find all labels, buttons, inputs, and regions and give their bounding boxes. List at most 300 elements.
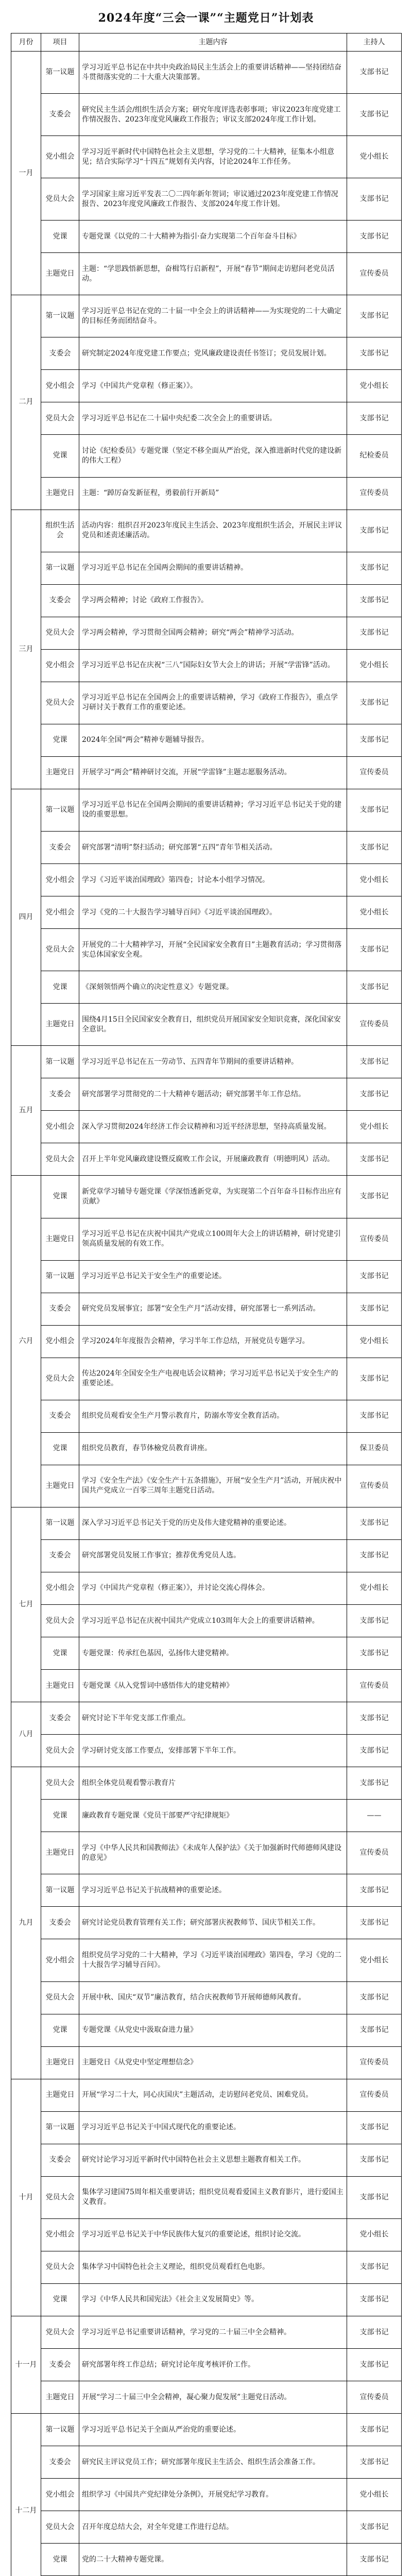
item-cell: 党课	[41, 2283, 79, 2316]
owner-cell: 支部书记	[347, 1539, 402, 1572]
owner-cell: 支部书记	[347, 1637, 402, 1670]
content-cell: 学习《中华人民共和国教师法》《未成年人保护法》《关于加强新时代师德师风建设的意见》	[79, 1832, 347, 1874]
item-cell: 主题党日	[41, 2079, 79, 2111]
owner-cell: 支部书记	[347, 94, 402, 136]
table-row	[11, 136, 402, 178]
content-cell: 学习习近平新时代中国特色社会主义思想，学习党的二十大精神，征集本小组意见；结合实际学习“十四五”规划有关内容，讨论2024年工作任务。	[79, 136, 347, 178]
owner-cell: 支部书记	[347, 1735, 402, 1767]
owner-cell: 保卫委员	[347, 1432, 402, 1465]
content-cell: 主题党日《从党史中坚定理想信念》	[79, 2046, 347, 2079]
table-row	[11, 1605, 402, 1637]
content-cell: 研究讨论学习习近平新时代中国特色社会主义思想主题教育相关工作。	[79, 2144, 347, 2176]
table-row	[11, 649, 402, 682]
item-cell: 党员大会	[41, 178, 79, 221]
content-cell: 研究部署“清明”祭扫活动；研究部署“五四”青年节相关活动。	[79, 831, 347, 863]
month-cell: 六月	[11, 1176, 41, 1507]
table-row	[11, 1507, 402, 1539]
item-cell: 党小组会	[41, 1939, 79, 1981]
owner-cell: 支部书记	[347, 2283, 402, 2316]
item-cell: 党课	[41, 1176, 79, 1218]
item-cell: 党小组会	[41, 1111, 79, 1143]
item-cell: 第一议题	[41, 2414, 79, 2446]
item-cell: 党员大会	[41, 929, 79, 971]
owner-cell: 支部书记	[347, 682, 402, 724]
content-cell: 组织党员教育，春节体檢党员教育讲座。	[79, 1432, 347, 1465]
content-cell: 学习习近平总书记关于抗战精神的重要论述。	[79, 1874, 347, 1907]
table-row	[11, 896, 402, 929]
item-cell: 第一议题	[41, 1046, 79, 1078]
owner-cell: 宣传委员	[347, 2381, 402, 2414]
owner-cell: 支部书记	[347, 1293, 402, 1325]
item-cell: 主题党日	[41, 253, 79, 295]
table-row	[11, 2046, 402, 2079]
table-row	[11, 1176, 402, 1218]
table-row	[11, 1572, 402, 1604]
owner-cell: 宣传委员	[347, 1670, 402, 1702]
item-cell: 主题党日	[41, 477, 79, 510]
content-cell: 学习习近平总书记在庆祝中国共产党成立103周年大会上的重要讲话精神。	[79, 1605, 347, 1637]
plan-table	[11, 33, 402, 2576]
content-cell: 主题：“学思践悟新思想，奋楫笃行启新程”，开展“春节”期间走访慰问老党员活动。	[79, 253, 347, 295]
table-row	[11, 1539, 402, 1572]
table-row	[11, 1358, 402, 1400]
item-cell: 党员大会	[41, 2316, 79, 2349]
item-cell: 支委会	[41, 1078, 79, 1111]
table-row	[11, 2544, 402, 2576]
month-cell: 三月	[11, 510, 41, 789]
item-cell: 党课	[41, 1637, 79, 1670]
content-cell: 学习国家主席习近平发表二〇二四年新年贺词；审议通过2023年度党建工作情况报告、2023年度党风廉政工作报告、支部2024年度工作计划。	[79, 178, 347, 221]
item-cell: 第一议题	[41, 52, 79, 94]
content-cell: 学习《中华人民共和国宪法》《社会主义发展简史》等。	[79, 2283, 347, 2316]
month-cell: 二月	[11, 295, 41, 510]
table-row	[11, 1874, 402, 1907]
owner-cell: ——	[347, 1800, 402, 1832]
table-row	[11, 1907, 402, 1939]
table-row	[11, 477, 402, 510]
item-cell: 党课	[41, 435, 79, 477]
item-cell: 第一议题	[41, 295, 79, 337]
table-row	[11, 2479, 402, 2511]
item-cell: 党员大会	[41, 1358, 79, 1400]
owner-cell: 支部书记	[347, 2014, 402, 2046]
item-cell: 支委会	[41, 1539, 79, 1572]
table-row	[11, 295, 402, 337]
content-cell: 深入学习习近平总书记关于党的历史及伟大建党精神的重要论述。	[79, 1507, 347, 1539]
header-item: 项目	[41, 33, 79, 52]
content-cell: 学习习近平总书记在五一劳动节、五四青年节期间的重要讲话精神。	[79, 1046, 347, 1078]
content-cell: 学习习近平总书记在庆祝中国共产党成立100周年大会上的讲话精神，研讨党建引领高质量发展的有效工作。	[79, 1218, 347, 1260]
table-row	[11, 2381, 402, 2414]
content-cell: 学习《党的二十大报告学习辅导百问》《习近平谈治国理政》。	[79, 896, 347, 929]
table-row	[11, 178, 402, 221]
content-cell: 召开年度总结大会，对全年党建工作进行总结。	[79, 2511, 347, 2544]
owner-cell: 支部书记	[347, 1046, 402, 1078]
owner-cell: 党小组长	[347, 370, 402, 402]
item-cell: 支委会	[41, 1702, 79, 1735]
owner-cell: 宣传委员	[347, 1832, 402, 1874]
table-row	[11, 2218, 402, 2251]
table-row	[11, 1218, 402, 1260]
owner-cell: 支部书记	[347, 2111, 402, 2144]
table-row	[11, 1004, 402, 1046]
item-cell: 党课	[41, 971, 79, 1004]
owner-cell: 支部书记	[347, 831, 402, 863]
item-cell: 主题党日	[41, 1218, 79, 1260]
item-cell: 第一议题	[41, 552, 79, 584]
table-row	[11, 1046, 402, 1078]
content-cell: 学习2024年年度报告会精神，学习半年工作总结，开展党员专题学习。	[79, 1325, 347, 1358]
table-row	[11, 1981, 402, 2014]
table-row	[11, 52, 402, 94]
content-cell: 学习习近平总书记在中共中央政治局民主生活会上的重要讲话精神——坚持团结奋斗贯彻落实党的二十大重大决策部署。	[79, 52, 347, 94]
page-title: 2024年度“三会一课”“主题党日”计划表	[98, 11, 314, 25]
item-cell: 党员大会	[41, 682, 79, 724]
content-cell: 组织全体党员观看警示教育片	[79, 1767, 347, 1800]
content-cell: 开展“学习二十大，同心庆国庆”主题活动，走访慰问老党员、困难党员。	[79, 2079, 347, 2111]
content-cell: 研究制定2024年度党建工作要点；党风廉政建设责任书签订；党员发展计划。	[79, 337, 347, 370]
item-cell: 支委会	[41, 94, 79, 136]
owner-cell: 党小组长	[347, 136, 402, 178]
item-cell: 第一议题	[41, 1874, 79, 1907]
table-row	[11, 510, 402, 552]
owner-cell: 支部书记	[347, 1358, 402, 1400]
item-cell: 第一议题	[41, 789, 79, 831]
table-row	[11, 756, 402, 789]
owner-cell: 支部书记	[347, 2251, 402, 2283]
owner-cell: 宣传委员	[347, 2046, 402, 2079]
table-row	[11, 1767, 402, 1800]
content-cell: 学习习近平总书记关于中国式现代化的重要论述。	[79, 2111, 347, 2144]
item-cell: 党员大会	[41, 1605, 79, 1637]
month-cell: 五月	[11, 1046, 41, 1176]
owner-cell: 支部书记	[347, 2414, 402, 2446]
item-cell: 第一议题	[41, 2111, 79, 2144]
content-cell: 研究部署党员发展工作事宜；推荐优秀党员人选。	[79, 1539, 347, 1572]
content-cell: 开展党的二十大精神学习，开展“全民国家安全教育日”主题教育活动；学习贯彻落实总体国家安全观。	[79, 929, 347, 971]
owner-cell: 支部书记	[347, 1605, 402, 1637]
item-cell: 党小组会	[41, 2218, 79, 2251]
owner-cell: 支部书记	[347, 221, 402, 253]
header-row	[11, 33, 402, 52]
owner-cell: 党小组长	[347, 2479, 402, 2511]
table-row	[11, 2511, 402, 2544]
content-cell: 《深刻领悟两个确立的决定性意义》专题党课。	[79, 971, 347, 1004]
item-cell: 主题党日	[41, 1670, 79, 1702]
content-cell: 专题党课《从入党誓词中感悟伟大的建党精神》	[79, 1670, 347, 1702]
item-cell: 主题党日	[41, 756, 79, 789]
table-row	[11, 253, 402, 295]
item-cell: 党员大会	[41, 2176, 79, 2218]
owner-cell: 宣传委员	[347, 253, 402, 295]
owner-cell: 宣传委员	[347, 477, 402, 510]
item-cell: 党员大会	[41, 617, 79, 649]
owner-cell: 支部书记	[347, 1143, 402, 1176]
table-row	[11, 1260, 402, 1293]
owner-cell: 宣传委员	[347, 1465, 402, 1507]
content-cell: 开展“学习二十届三中全会精神，凝心聚力促发展”主题党日活动。	[79, 2381, 347, 2414]
content-cell: 学习《习近平谈治国理政》第四卷；讨论本小组学习情况。	[79, 864, 347, 896]
content-cell: 开展中秋、国庆“双节”廉洁教育，结合庆祝教师节开展师德师风教育。	[79, 1981, 347, 2014]
owner-cell: 党小组长	[347, 864, 402, 896]
owner-cell: 党小组长	[347, 1572, 402, 1604]
owner-cell: 宣传委员	[347, 2079, 402, 2111]
content-cell: 开展学习“两会”精神研讨交流，开展“学雷锋”主题志愿服务活动。	[79, 756, 347, 789]
owner-cell: 支部书记	[347, 2144, 402, 2176]
content-cell: 传达2024年全国安全生产电视电话会议精神；学习习近平总书记关于安全生产的重要论述。	[79, 1358, 347, 1400]
owner-cell: 党小组长	[347, 1325, 402, 1358]
item-cell: 主题党日	[41, 1832, 79, 1874]
content-cell: 党的二十大精神专题党课。	[79, 2544, 347, 2576]
item-cell: 党小组会	[41, 1325, 79, 1358]
owner-cell: 党小组长	[347, 1111, 402, 1143]
content-cell: 专题党课《从党史中汲取奋进力量》	[79, 2014, 347, 2046]
plan-body	[11, 52, 402, 2576]
owner-cell: 支部书记	[347, 1767, 402, 1800]
table-row	[11, 1735, 402, 1767]
owner-cell: 支部书记	[347, 617, 402, 649]
content-cell: 研究讨论党员教育管理有关工作；研究部署庆祝教师节、国庆节相关工作。	[79, 1907, 347, 1939]
owner-cell: 支部书记	[347, 2316, 402, 2349]
content-cell: 专题党课《以党的二十大精神为指引·奋力实现第二个百年奋斗目标》	[79, 221, 347, 253]
table-row	[11, 1832, 402, 1874]
owner-cell: 支部书记	[347, 1874, 402, 1907]
content-cell: 学习习近平总书记关于安全生产的重要论述。	[79, 1260, 347, 1293]
table-row	[11, 1800, 402, 1832]
content-cell: 组织党员学习党的二十大精神，学习《习近平谈治国理政》第四卷，学习《党的二十大报告学习辅导百问》。	[79, 1939, 347, 1981]
table-row	[11, 94, 402, 136]
table-row	[11, 1111, 402, 1143]
item-cell: 党员大会	[41, 2251, 79, 2283]
content-cell: 学习习近平总书记在全国两会期间的重要讲话精神；学习习近平总书记关于党的建设的重要思想。	[79, 789, 347, 831]
owner-cell: 支部书记	[347, 2446, 402, 2479]
owner-cell: 支部书记	[347, 1400, 402, 1432]
owner-cell: 支部书记	[347, 584, 402, 617]
content-cell: 学习习近平总书记关于中华民族伟大复兴的重要论述，组织讨论交流。	[79, 2218, 347, 2251]
table-row	[11, 971, 402, 1004]
month-cell: 十一月	[11, 2316, 41, 2414]
month-cell: 九月	[11, 1767, 41, 2079]
content-cell: 学习研讨党支部工作要点，安排部署下半年工作。	[79, 1735, 347, 1767]
item-cell: 党小组会	[41, 1572, 79, 1604]
owner-cell: 支部书记	[347, 789, 402, 831]
table-row	[11, 1325, 402, 1358]
item-cell: 支委会	[41, 831, 79, 863]
owner-cell: 党小组长	[347, 649, 402, 682]
table-row	[11, 831, 402, 863]
owner-cell: 宣传委员	[347, 1218, 402, 1260]
owner-cell: 支部书记	[347, 1260, 402, 1293]
item-cell: 党小组会	[41, 649, 79, 682]
item-cell: 党小组会	[41, 370, 79, 402]
owner-cell: 支部书记	[347, 2511, 402, 2544]
table-row	[11, 2251, 402, 2283]
content-cell: 研究民主评议党员工作；研究部署年度民主生活会、组织生活会准备工作。	[79, 2446, 347, 2479]
owner-cell: 支部书记	[347, 1702, 402, 1735]
content-cell: 活动内容：组织召开2023年度民主生活会、2023年度组织生活会，开展民主评议党员和述责述廉活动。	[79, 510, 347, 552]
table-row	[11, 1702, 402, 1735]
item-cell: 党课	[41, 2014, 79, 2046]
month-cell: 十月	[11, 2079, 41, 2316]
item-cell: 党小组会	[41, 2479, 79, 2511]
item-cell: 党课	[41, 2544, 79, 2576]
content-cell: 学习习近平总书记在全国两会期间的重要讲话精神。	[79, 552, 347, 584]
item-cell: 党课	[41, 1800, 79, 1832]
table-row	[11, 2176, 402, 2218]
table-row	[11, 337, 402, 370]
content-cell: 研究部署年终工作总结；研究讨论年度考核评价工作。	[79, 2349, 347, 2381]
table-row	[11, 864, 402, 896]
item-cell: 党课	[41, 724, 79, 756]
owner-cell: 支部书记	[347, 510, 402, 552]
content-cell: 新党章学习辅导专题党课《学深悟透新党章，为实现第二个百年奋斗目标作出应有贡献》	[79, 1176, 347, 1218]
owner-cell: 支部书记	[347, 724, 402, 756]
table-row	[11, 2316, 402, 2349]
owner-cell: 支部书记	[347, 971, 402, 1004]
table-row	[11, 1400, 402, 1432]
owner-cell: 支部书记	[347, 402, 402, 435]
item-cell: 支委会	[41, 1293, 79, 1325]
item-cell: 党课	[41, 221, 79, 253]
month-cell: 一月	[11, 52, 41, 295]
item-cell: 党员大会	[41, 1981, 79, 2014]
table-row	[11, 402, 402, 435]
header-content: 主题内容	[79, 33, 347, 52]
table-row	[11, 2111, 402, 2144]
month-cell: 七月	[11, 1507, 41, 1702]
header-owner: 主持人	[347, 33, 402, 52]
table-row	[11, 584, 402, 617]
item-cell: 党小组会	[41, 864, 79, 896]
owner-cell: 党小组长	[347, 896, 402, 929]
table-row	[11, 2446, 402, 2479]
table-row	[11, 2144, 402, 2176]
table-row	[11, 1465, 402, 1507]
content-cell: 召开上半年党风廉政建设暨反腐败工作会议，开展廉政教育（明德明风）活动。	[79, 1143, 347, 1176]
content-cell: 围绕4月15日全民国家安全教育日，组织党员开展国家安全知识竞赛，深化国家安全意识。	[79, 1004, 347, 1046]
item-cell: 第一议题	[41, 1507, 79, 1539]
owner-cell: 支部书记	[347, 1907, 402, 1939]
owner-cell: 宣传委员	[347, 1004, 402, 1046]
table-row	[11, 370, 402, 402]
table-row	[11, 1432, 402, 1465]
item-cell: 支委会	[41, 1907, 79, 1939]
item-cell: 组织生活会	[41, 510, 79, 552]
item-cell: 支委会	[41, 2144, 79, 2176]
item-cell: 支委会	[41, 584, 79, 617]
item-cell: 主题党日	[41, 2046, 79, 2079]
table-row	[11, 2349, 402, 2381]
owner-cell: 党小组长	[347, 1939, 402, 1981]
table-row	[11, 2414, 402, 2446]
content-cell: 2024年全国“两会”精神专题辅导报告。	[79, 724, 347, 756]
content-cell: 集体学习建国75周年相关重要讲话；组织党员观看爱国主义教育影片，进行爱国主义教育。	[79, 2176, 347, 2218]
content-cell: 学习习近平总书记在全国两会上的重要讲话精神，学习《政府工作报告》，重点学习研讨关于教育工作的重要论述。	[79, 682, 347, 724]
owner-cell: 支部书记	[347, 552, 402, 584]
header-month: 月份	[11, 33, 41, 52]
owner-cell: 支部书记	[347, 929, 402, 971]
owner-cell: 支部书记	[347, 1507, 402, 1539]
owner-cell: 支部书记	[347, 2544, 402, 2576]
table-row	[11, 2014, 402, 2046]
owner-cell: 支部书记	[347, 2349, 402, 2381]
month-cell: 十二月	[11, 2414, 41, 2576]
owner-cell: 支部书记	[347, 1176, 402, 1218]
owner-cell: 支部书记	[347, 178, 402, 221]
item-cell: 党课	[41, 1432, 79, 1465]
month-cell: 八月	[11, 1702, 41, 1767]
item-cell: 第一议题	[41, 1260, 79, 1293]
owner-cell: 支部书记	[347, 295, 402, 337]
owner-cell: 宣传委员	[347, 756, 402, 789]
item-cell: 党小组会	[41, 136, 79, 178]
month-cell: 四月	[11, 789, 41, 1045]
item-cell: 支委会	[41, 337, 79, 370]
owner-cell: 支部书记	[347, 2176, 402, 2218]
content-cell: 研究讨论下半年党支部工作重点。	[79, 1702, 347, 1735]
content-cell: 学习习近平总书记在庆祝“三八”国际妇女节大会上的讲话；开展“学雷锋”活动。	[79, 649, 347, 682]
content-cell: 廉政教育专题党课《党员干部要严守纪律规矩》	[79, 1800, 347, 1832]
owner-cell: 支部书记	[347, 1981, 402, 2014]
table-row	[11, 435, 402, 477]
content-cell: 学习两会精神，学习贯彻全国两会精神；研究“两会”精神学习活动。	[79, 617, 347, 649]
owner-cell: 支部书记	[347, 337, 402, 370]
table-row	[11, 724, 402, 756]
item-cell: 支委会	[41, 2349, 79, 2381]
table-row	[11, 682, 402, 724]
table-row	[11, 617, 402, 649]
table-row	[11, 929, 402, 971]
content-cell: 学习习近平总书记重要讲话精神，学习党的二十届三中全会精神。	[79, 2316, 347, 2349]
content-cell: 专题党课：传承红色基因，弘扬伟大建党精神。	[79, 1637, 347, 1670]
content-cell: 集体学习中国特色社会主义理论，组织党员观看红色电影。	[79, 2251, 347, 2283]
table-row	[11, 1670, 402, 1702]
item-cell: 主题党日	[41, 2381, 79, 2414]
content-cell: 讨论《纪检委员》专题党课（坚定不移全面从严治党，深入推进新时代党的建设新的伟大工程）	[79, 435, 347, 477]
item-cell: 党员大会	[41, 2511, 79, 2544]
table-row	[11, 1293, 402, 1325]
table-row	[11, 1637, 402, 1670]
table-row	[11, 552, 402, 584]
content-cell: 组织学习《中国共产党纪律处分条例》，开展党纪学习教育。	[79, 2479, 347, 2511]
content-cell: 学习习近平总书记在二十届中央纪委二次全会上的重要讲话。	[79, 402, 347, 435]
content-cell: 深入学习贯彻2024年经济工作会议精神和习近平经济思想，坚持高质量发展。	[79, 1111, 347, 1143]
table-row	[11, 1939, 402, 1981]
item-cell: 党员大会	[41, 1767, 79, 1800]
item-cell: 主题党日	[41, 1465, 79, 1507]
table-row	[11, 2079, 402, 2111]
content-cell: 研究民主生活会/组织生活会方案；研究年度评选表彰事项；审议2023年度党建工作情况报告、2023年度党风廉政工作报告；审议支部2024年度工作计划。	[79, 94, 347, 136]
table-row	[11, 1078, 402, 1111]
content-cell: 学习两会精神；讨论《政府工作报告》。	[79, 584, 347, 617]
content-cell: 学习《安全生产法》《安全生产十五条措施》，开展“安全生产月”活动，开展庆祝中国共产党成立一百零三周年主题党日活动。	[79, 1465, 347, 1507]
content-cell: 学习习近平总书记在党的二十届一中全会上的讲话精神——为实现党的二十大确定的目标任务而团结奋斗。	[79, 295, 347, 337]
content-cell: 学习习近平总书记关于全面从严治党的重要论述。	[79, 2414, 347, 2446]
owner-cell: 支部书记	[347, 52, 402, 94]
content-cell: 学习《中国共产党章程（修正案）》，并讨论交流心得体会。	[79, 1572, 347, 1604]
content-cell: 主题：“踔厉奋发新征程，勇毅前行开新局”	[79, 477, 347, 510]
item-cell: 党员大会	[41, 1735, 79, 1767]
content-cell: 学习《中国共产党章程（修正案）》。	[79, 370, 347, 402]
item-cell: 党员大会	[41, 1143, 79, 1176]
item-cell: 支委会	[41, 2446, 79, 2479]
content-cell: 研究党员发展事宜；部署“安全生产月”活动安排，研究部署七一系列活动。	[79, 1293, 347, 1325]
owner-cell: 纪检委员	[347, 435, 402, 477]
item-cell: 支委会	[41, 1400, 79, 1432]
table-row	[11, 789, 402, 831]
table-row	[11, 2283, 402, 2316]
item-cell: 党员大会	[41, 402, 79, 435]
